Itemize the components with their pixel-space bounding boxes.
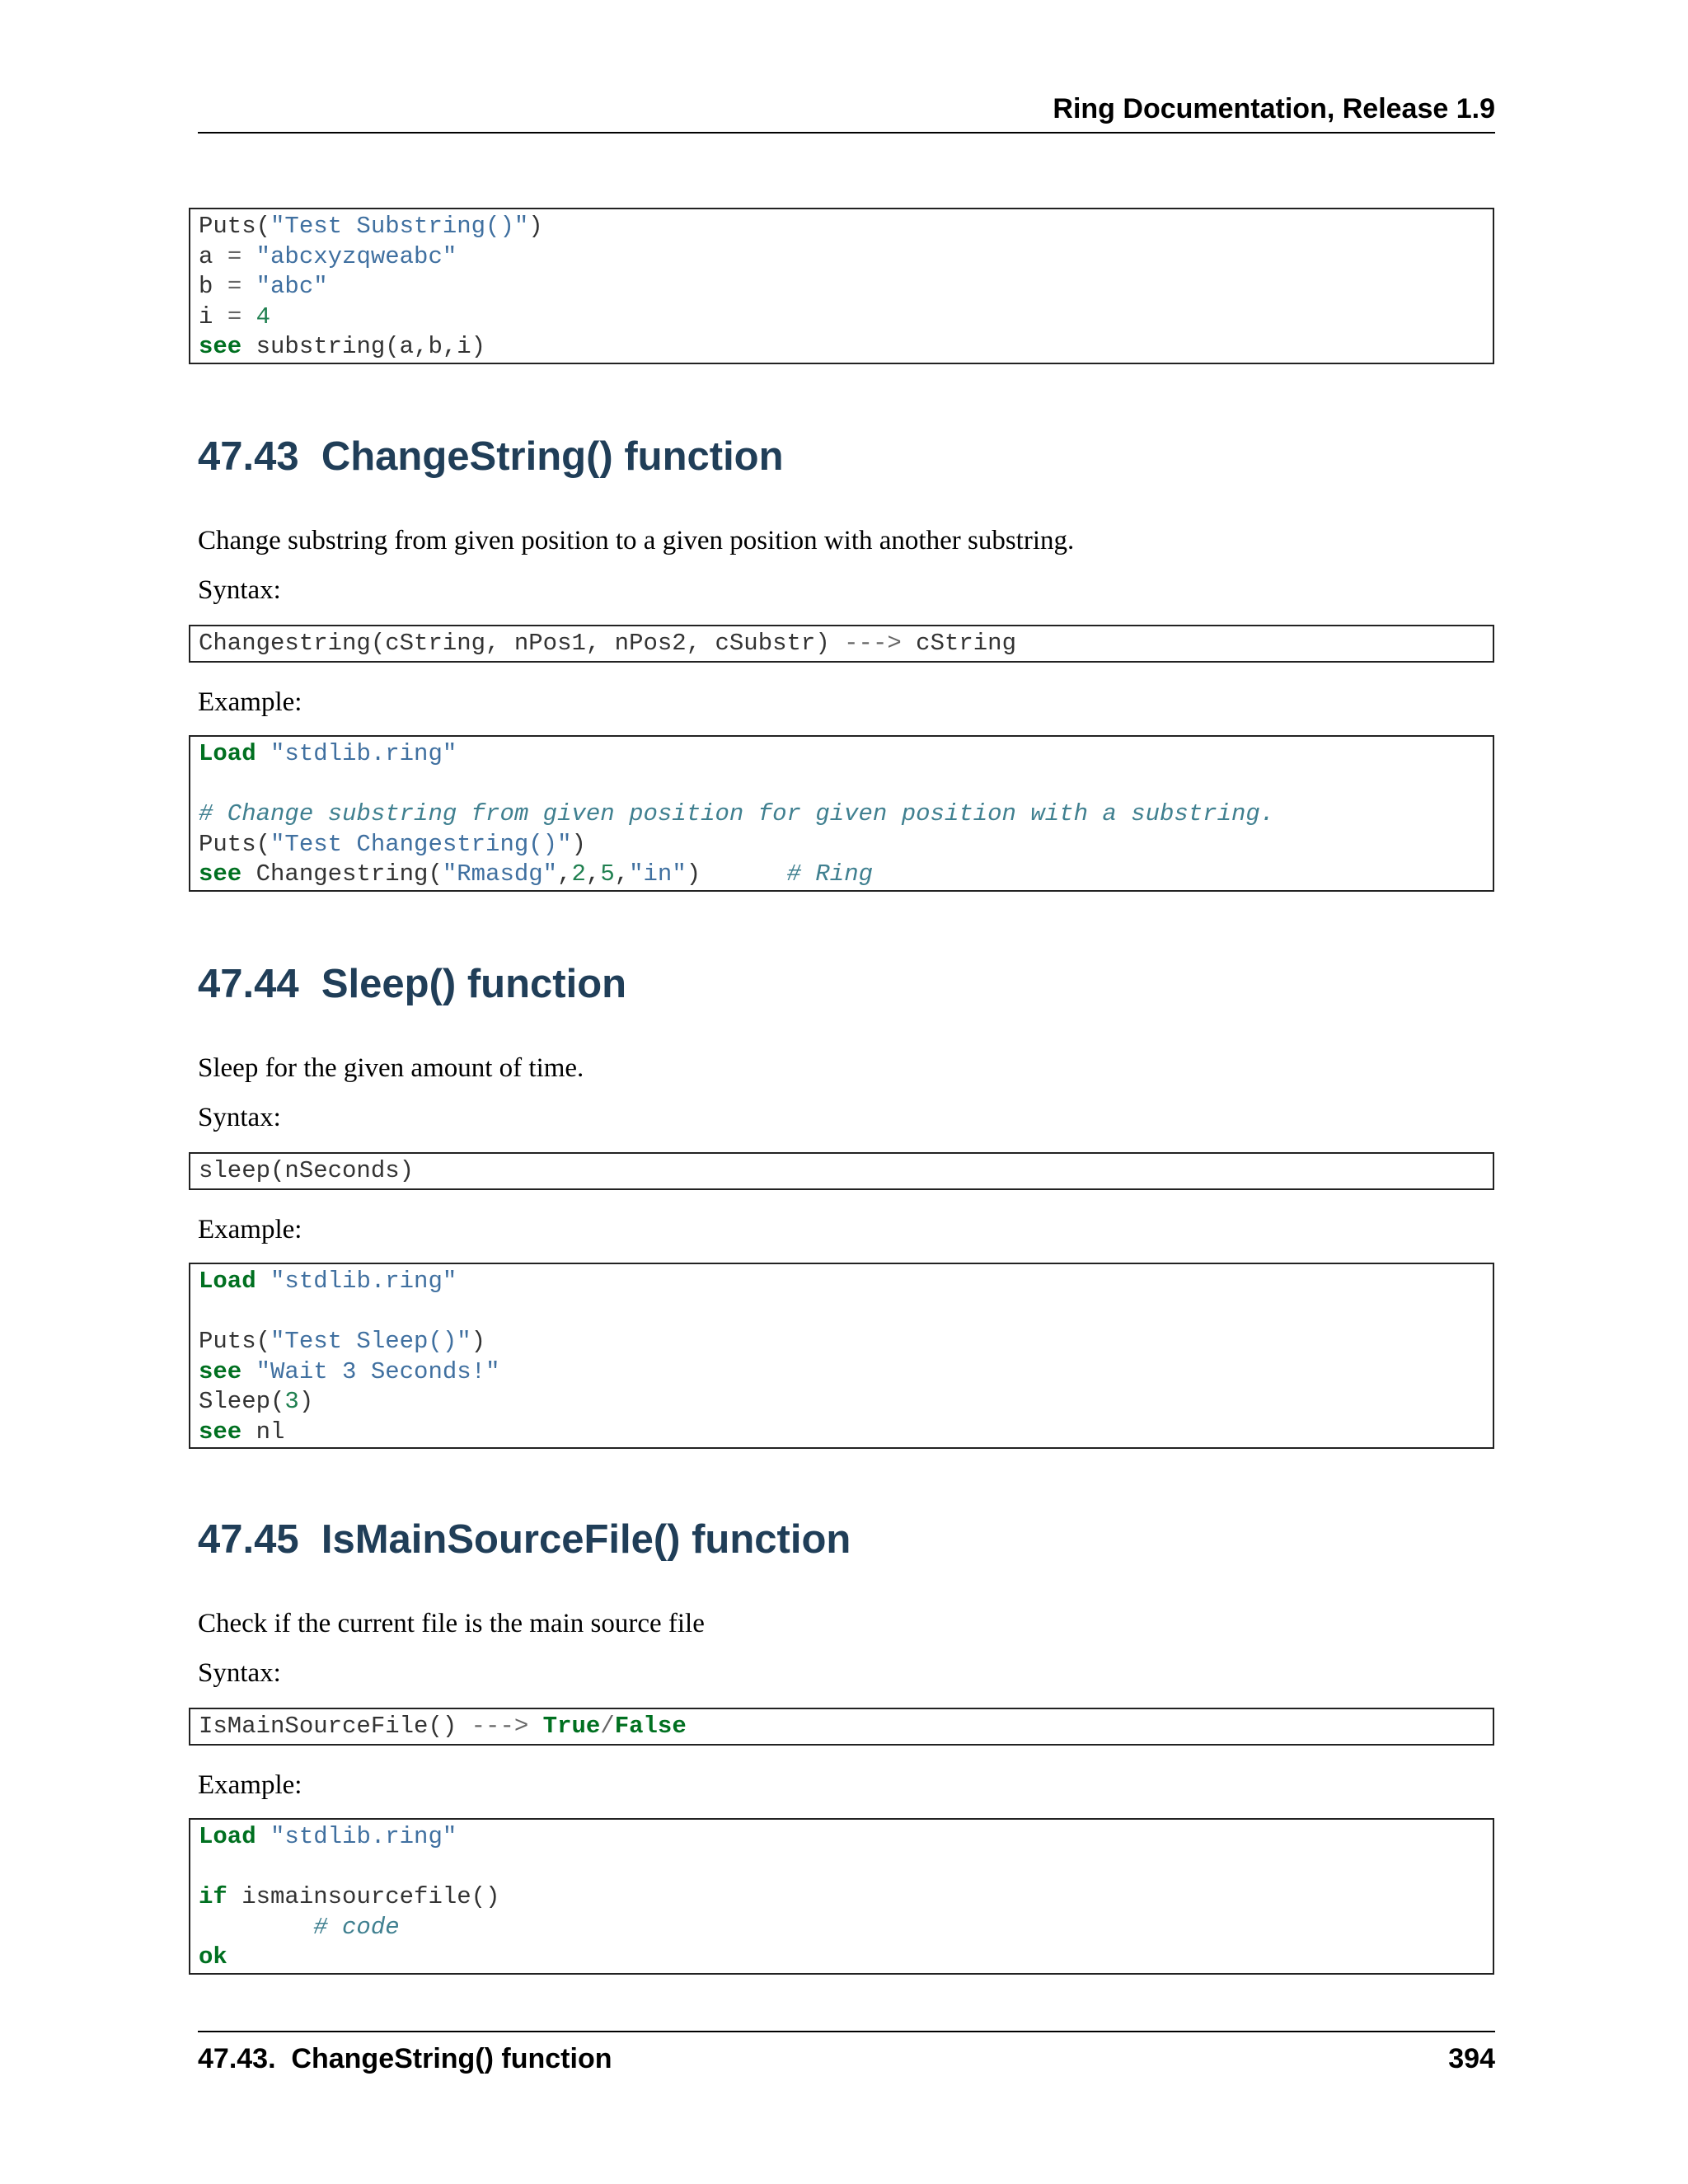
code-keyword: if <box>199 1883 227 1911</box>
code-line <box>199 860 1484 890</box>
syntax-label: Syntax: <box>198 575 281 605</box>
code-text: , <box>614 860 630 888</box>
code-number: 4 <box>241 302 271 330</box>
code-keyword: True <box>528 1713 601 1740</box>
code-string: "Rmasdg" <box>442 860 558 888</box>
example-label: Example: <box>198 1215 302 1244</box>
code-operator: ---> <box>844 630 902 657</box>
code-operator: = <box>227 273 242 301</box>
code-line <box>199 1387 1484 1418</box>
code-line <box>199 212 1484 242</box>
footer-section-title: 47.43. ChangeString() function <box>198 2043 612 2074</box>
code-line <box>199 1327 1484 1357</box>
code-text: Changestring(cString, nPos1, nPos2, cSubstr) <box>199 630 845 657</box>
code-text: ) <box>298 1388 314 1416</box>
code-text: a <box>199 242 227 270</box>
code-keyword: Load <box>199 1823 256 1850</box>
code-keyword: see <box>199 860 242 888</box>
code-text: i <box>199 302 227 330</box>
code-line <box>199 629 1484 659</box>
code-line <box>199 1418 1484 1448</box>
code-line <box>199 1853 1484 1883</box>
code-line <box>199 1297 1484 1328</box>
syntax-label: Syntax: <box>198 1658 281 1688</box>
code-text: , <box>557 860 572 888</box>
running-header: Ring Documentation, Release 1.9 <box>198 92 1495 134</box>
code-string: "Test Changestring()" <box>270 830 572 858</box>
code-text: Sleep( <box>199 1388 285 1416</box>
example-code-block <box>189 735 1494 892</box>
syntax-block <box>189 1708 1494 1746</box>
code-line <box>199 830 1484 860</box>
code-text: ) <box>528 213 543 240</box>
code-keyword: False <box>614 1713 687 1740</box>
section-description: Check if the current file is the main source file <box>198 1609 705 1638</box>
code-text: , <box>585 860 601 888</box>
section-heading-sleep: 47.44 Sleep() function <box>198 962 627 1006</box>
code-text: ) <box>471 1328 486 1356</box>
code-line <box>199 770 1484 800</box>
code-text: substring(a,b,i) <box>241 333 486 361</box>
code-line <box>199 1357 1484 1388</box>
code-number: 2 <box>571 860 586 888</box>
code-string: "abc" <box>241 273 328 301</box>
code-line <box>199 799 1484 830</box>
code-block <box>189 208 1494 364</box>
code-keyword: ok <box>199 1943 227 1971</box>
code-line <box>199 242 1484 273</box>
syntax-block <box>189 625 1494 663</box>
page-number: 394 <box>1448 2043 1495 2074</box>
code-line <box>199 1882 1484 1913</box>
section-description: Change substring from given position to a given position with another substring. <box>198 526 1075 555</box>
code-text: sleep(nSeconds) <box>199 1157 415 1184</box>
code-number: 5 <box>600 860 615 888</box>
code-text: ) <box>686 860 787 888</box>
code-string: "abcxyzqweabc" <box>241 242 457 270</box>
code-keyword: Load <box>199 740 256 767</box>
code-text: Changestring( <box>241 860 443 888</box>
example-label: Example: <box>198 687 302 717</box>
code-text: cString <box>901 630 1016 657</box>
code-line <box>199 1267 1484 1297</box>
code-line <box>199 1913 1484 1943</box>
code-text: Puts( <box>199 213 271 240</box>
code-text: nl <box>241 1418 285 1446</box>
code-string: "stdlib.ring" <box>256 1268 457 1295</box>
code-string: "Test Substring()" <box>270 213 529 240</box>
code-string: "in" <box>629 860 687 888</box>
code-line <box>199 272 1484 302</box>
code-comment: # Change substring from given position for given position with a substring. <box>199 800 1275 828</box>
section-description: Sleep for the given amount of time. <box>198 1053 584 1083</box>
running-footer <box>198 2031 1495 2075</box>
code-line <box>199 332 1484 363</box>
code-operator: = <box>227 242 242 270</box>
code-line <box>199 1712 1484 1742</box>
code-comment: # code <box>199 1913 400 1941</box>
example-code-block <box>189 1818 1494 1975</box>
code-text: Puts( <box>199 830 271 858</box>
code-text: b <box>199 273 227 301</box>
code-operator: = <box>227 302 242 330</box>
code-string: "Wait 3 Seconds!" <box>241 1357 500 1385</box>
code-line <box>199 1156 1484 1187</box>
code-string: "Test Sleep()" <box>270 1328 471 1356</box>
code-keyword: see <box>199 333 242 361</box>
syntax-block <box>189 1152 1494 1190</box>
code-text: ) <box>571 830 586 858</box>
section-heading-ismainsourcefile: 47.45 IsMainSourceFile() function <box>198 1517 851 1562</box>
code-text: ismainsourcefile() <box>227 1883 500 1911</box>
code-keyword: see <box>199 1357 242 1385</box>
code-text: IsMainSourceFile() <box>199 1713 471 1740</box>
code-line <box>199 739 1484 770</box>
code-number: 3 <box>284 1388 299 1416</box>
code-text: Puts( <box>199 1328 271 1356</box>
code-keyword: Load <box>199 1268 256 1295</box>
code-line <box>199 1822 1484 1853</box>
code-operator: / <box>600 1713 615 1740</box>
code-keyword: see <box>199 1418 242 1446</box>
code-line <box>199 1943 1484 1973</box>
code-string: "stdlib.ring" <box>256 1823 457 1850</box>
code-operator: ---> <box>471 1713 529 1740</box>
code-comment: # Ring <box>786 860 873 888</box>
example-label: Example: <box>198 1770 302 1800</box>
code-line <box>199 302 1484 333</box>
example-code-block <box>189 1263 1494 1449</box>
code-string: "stdlib.ring" <box>256 740 457 767</box>
section-heading-changestring: 47.43 ChangeString() function <box>198 434 784 479</box>
syntax-label: Syntax: <box>198 1103 281 1132</box>
